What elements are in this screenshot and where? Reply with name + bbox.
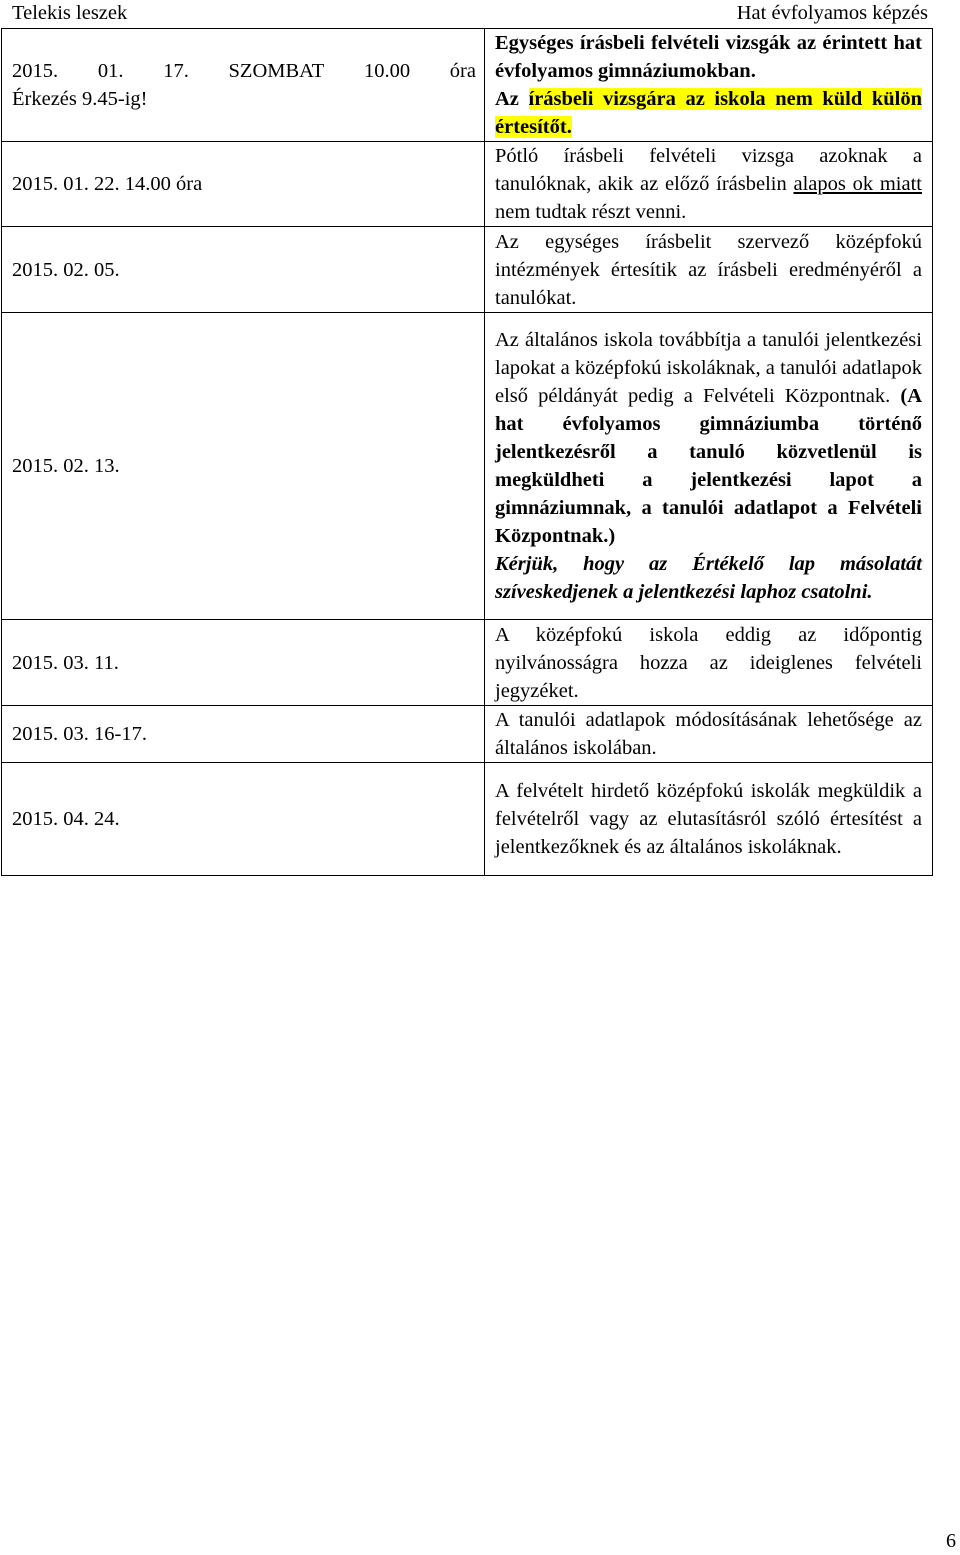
date-text: 2015. 03. 11.: [12, 651, 119, 674]
table-row: [2, 227, 933, 313]
description-part: nem tudtak részt venni.: [495, 201, 687, 223]
page-header: [0, 0, 932, 28]
header-left-title: Telekis leszek: [12, 2, 128, 24]
date-text: 2015. 03. 16-17.: [12, 723, 147, 745]
date-cell: [2, 620, 485, 706]
table-row: [2, 620, 933, 706]
schedule-table: [1, 28, 933, 876]
description-text: A felvételt hirdető középfokú iskolák megküldik a felvételről vagy az elutasításról szóló értesítést a jelentkezőknek és az általános iskoláknak.: [495, 780, 922, 858]
date-text: 2015. 04. 24.: [12, 808, 120, 830]
description-text: [495, 142, 922, 226]
description-cell: [485, 706, 933, 763]
arrival-note: Érkezés 9.45-ig!: [12, 88, 148, 110]
date-line: [12, 57, 476, 85]
bold-note: (A hat évfolyamos gimnáziumba történő jelentkezésről a tanuló közvetlenül is megküldheti a jelentkezési lapot a gimnáziumnak, a tanulói adatlapot a Felvételi Központnak.): [495, 385, 923, 547]
description-cell: [485, 763, 933, 876]
description-text: Az egységes írásbelit szervező középfokú intézmények értesítik az írásbeli eredményéről a tanulókat.: [495, 230, 922, 309]
table-row: [2, 29, 933, 142]
header-right-title: Hat évfolyamos képzés: [736, 2, 928, 24]
date-text: 2015. 02. 13.: [12, 455, 120, 477]
page-number: 6: [946, 1530, 956, 1552]
date-text: 2015. 01. 22. 14.00 óra: [12, 173, 203, 195]
description-cell: [485, 620, 933, 706]
date-cell: [2, 763, 485, 876]
description-cell: [485, 227, 933, 313]
date-part: 2015.: [12, 60, 59, 82]
highlighted-notice: írásbeli vizsgára az iskola nem küld külön értesítőt.: [495, 88, 923, 138]
description-text: [495, 326, 922, 550]
date-cell: [2, 313, 485, 620]
date-part: SZOMBAT: [228, 60, 325, 82]
date-cell: [2, 29, 485, 142]
italic-request: Kérjük, hogy az Értékelő lap másolatát szíveskedjenek a jelentkezési laphoz csatolni.: [495, 553, 922, 603]
table-row: [2, 706, 933, 763]
date-cell: [2, 706, 485, 763]
highlight-prefix: Az: [495, 88, 519, 110]
date-part: 10.00: [363, 60, 411, 82]
date-part: 01.: [97, 60, 124, 82]
date-cell: [2, 142, 485, 227]
table-row: [2, 142, 933, 227]
table-row: [2, 763, 933, 876]
description-cell: [485, 29, 933, 142]
table-row: [2, 313, 933, 620]
description-part: Az általános iskola továbbítja a tanulói jelentkezési lapokat a középfokú iskoláknak, a tanulói adatlapok első példányát pedig a Felvételi Központnak.: [495, 329, 922, 407]
description-text: Egységes írásbeli felvételi vizsgák az érintett hat évfolyamos gimnáziumokban.: [495, 32, 922, 82]
date-cell: [2, 227, 485, 313]
date-part: 17.: [163, 60, 189, 82]
underlined-text: alapos ok miatt: [793, 173, 922, 195]
date-part: óra: [449, 60, 476, 82]
description-text: A tanulói adatlapok módosításának lehetősége az általános iskolában.: [495, 709, 922, 759]
description-text: A középfokú iskola eddig az időpontig nyilvánosságra hozza az ideiglenes felvételi jegyzéket.: [495, 623, 922, 702]
description-text: [495, 85, 922, 141]
description-cell: [485, 142, 933, 227]
date-text: 2015. 02. 05.: [12, 258, 120, 281]
description-part: Pótló írásbeli felvételi vizsga azoknak a tanulóknak, akik az előző írásbelin: [495, 145, 922, 195]
description-cell: [485, 313, 933, 620]
